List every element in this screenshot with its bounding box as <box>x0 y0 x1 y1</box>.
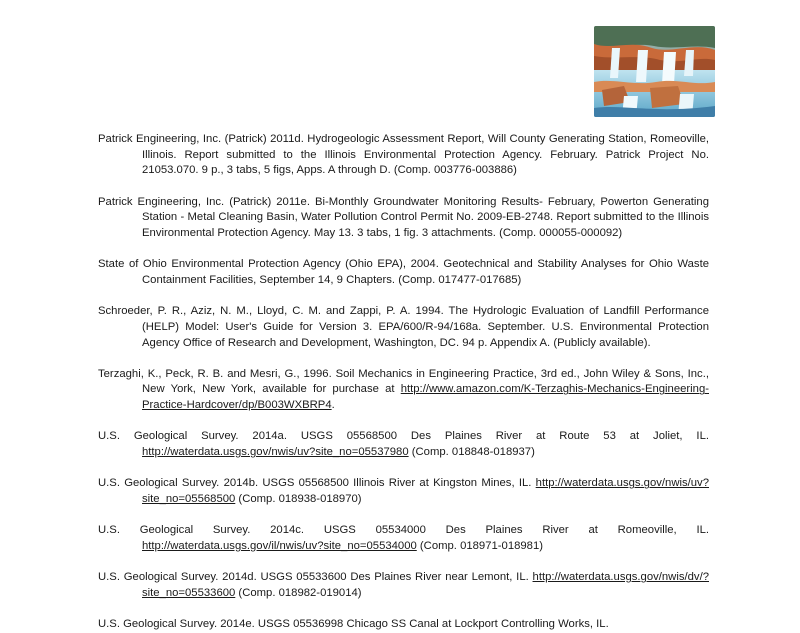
reference-text: Patrick Engineering, Inc. (Patrick) 2011d. Hydrogeologic Assessment Report, Will County Generating Station, Romeoville, Illinois. Report submitted to the Illinois Environmental Protection Agency. February. Patrick Project No. 21053.070. 9 p., 3 tabs, 5 figs, Apps. A through D. (Comp. 003776-003886) <box>98 133 709 177</box>
reference-trailer: (Comp. 018848-018937) <box>408 446 535 459</box>
reference-trailer: (Comp. 018938-018970) <box>235 492 362 505</box>
reference-list <box>98 132 709 633</box>
reference-link[interactable]: http://www.amazon.com/K-Terzaghis-Mechanics-Engineering-Practice-Hardcover/dp/B003WXBRP4 <box>142 383 709 412</box>
reference-entry <box>98 304 709 351</box>
reference-trailer: . <box>331 399 335 412</box>
reference-trailer: (Comp. 018982-019014) <box>235 586 362 599</box>
reference-text: U.S. Geological Survey. 2014c. USGS 05534000 Des Plaines River at Romeoville, IL. <box>98 524 709 537</box>
reference-entry <box>98 617 709 633</box>
reference-text: U.S. Geological Survey. 2014b. USGS 05568500 Illinois River at Kingston Mines, IL. <box>98 477 536 490</box>
waterfall-photo <box>594 26 715 117</box>
reference-entry <box>98 257 709 288</box>
reference-text: Patrick Engineering, Inc. (Patrick) 2011e. Bi-Monthly Groundwater Monitoring Results- February, Powerton Generating Station - Metal Cleaning Basin, Water Pollution Control Permit No. 2009-EB-2748. Report submitted to the Illinois Environmental Protection Agency. May 13. 3 tabs, 1 fig. 3 attachments. (Comp. 000055-000092) <box>98 195 709 240</box>
reference-trailer: (Comp. 018971-018981) <box>416 539 543 552</box>
reference-link[interactable]: http://waterdata.usgs.gov/il/nwis/uv?site_no=05534000 <box>142 539 417 552</box>
reference-text: U.S. Geological Survey. 2014e. USGS 05536998 Chicago SS Canal at Lockport Controlling Works, IL. <box>98 617 609 630</box>
reference-link[interactable]: http://waterdata.usgs.gov/nwis/uv?site_no=05537980 <box>142 446 409 459</box>
reference-text: Terzaghi, K., Peck, R. B. and Mesri, G., 1996. Soil Mechanics in Engineering Practice, 3rd ed., John Wiley & Sons, Inc., New York, New York, available for purchase at <box>98 367 709 396</box>
reference-entry <box>98 523 709 554</box>
reference-text: Schroeder, P. R., Aziz, N. M., Lloyd, C. M. and Zappi, P. A. 1994. The Hydrologic Evaluation of Landfill Performance (HELP) Model: User's Guide for Version 3. EPA/600/R-94/168a. September. U.S. Environmental Protection Agency Office of Research and Development, Washington, DC. 94 p. Appendix A. (Publicly available). <box>98 305 709 349</box>
reference-entry <box>98 476 709 507</box>
reference-text: U.S. Geological Survey. 2014d. USGS 05533600 Des Plaines River near Lemont, IL. <box>98 571 533 584</box>
waterfall-image <box>594 26 715 117</box>
reference-entry <box>98 195 709 242</box>
reference-link[interactable]: http://waterdata.usgs.gov/nwis/uv?site_no=05568500 <box>142 477 709 505</box>
reference-text: U.S. Geological Survey. 2014a. USGS 05568500 Des Plaines River at Route 53 at Joliet, IL. <box>98 430 709 443</box>
reference-entry <box>98 429 709 460</box>
reference-entry <box>98 132 709 179</box>
reference-text: State of Ohio Environmental Protection Agency (Ohio EPA), 2004. Geotechnical and Stability Analyses for Ohio Waste Containment Facilities, September 14, 9 Chapters. (Comp. 017477-017685) <box>98 258 709 286</box>
reference-entry <box>98 570 709 601</box>
reference-entry <box>98 367 709 414</box>
reference-link[interactable]: http://waterdata.usgs.gov/nwis/dv/?site_no=05533600 <box>142 571 709 599</box>
